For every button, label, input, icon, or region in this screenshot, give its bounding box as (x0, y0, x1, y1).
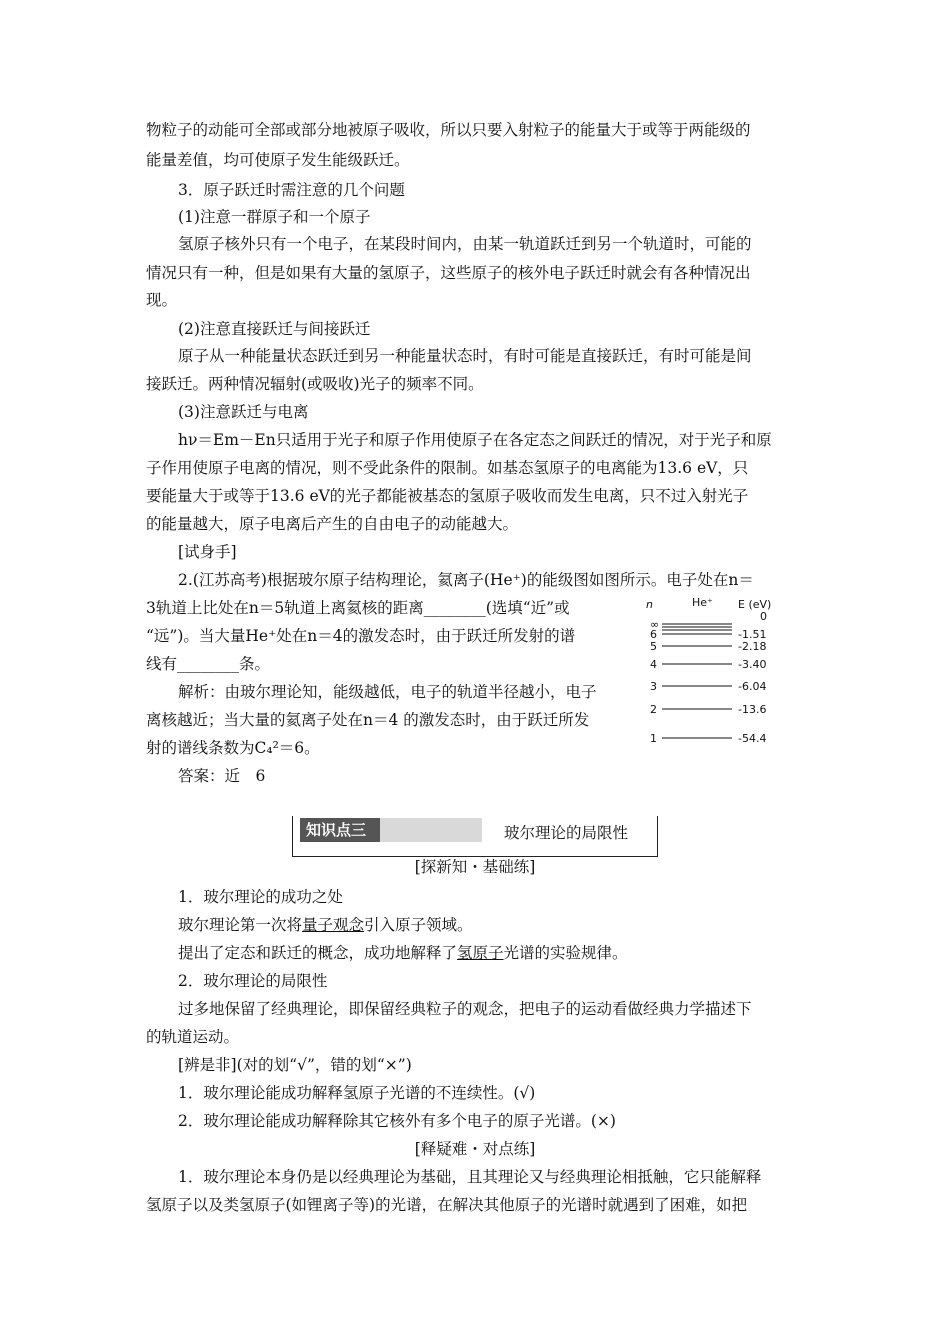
level-energy-label: -6.04 (738, 680, 767, 693)
analysis-line: 射的谱线条数为C₄²＝6。 (146, 739, 320, 757)
diagram-title: He⁺ (692, 596, 713, 609)
underlined-term: 量子观念 (302, 916, 365, 934)
section-heading: 3．原子跃迁时需注意的几个问题 (178, 181, 405, 199)
text-line: 过多地保留了经典理论，即保留经典粒子的观念，把电子的运动看做经典力学描述下 (178, 1000, 752, 1018)
sub-heading: (2)注意直接跃迁与间接跃迁 (178, 320, 371, 338)
text-line: 1．玻尔理论本身仍是以经典理论为基础，且其理论又与经典理论相抵触，它只能解释 (178, 1168, 762, 1186)
text-segment: 光谱的实验规律。 (503, 944, 628, 962)
level-n-label: 4 (650, 658, 657, 671)
levels-group (650, 610, 767, 745)
level-energy-label: -3.40 (738, 658, 767, 671)
text-line (178, 943, 628, 963)
text-line: 氢原子以及类氢原子(如锂离子等)的光谱，在解决其他原子的光谱时就遇到了困难，如把 (146, 1196, 748, 1214)
text-line: 原子从一种能量状态跃迁到另一种能量状态时，有时可能是直接跃迁，有时可能是间 (178, 347, 752, 365)
text-segment: 玻尔理论第一次将 (178, 916, 303, 934)
text-line: 能量差值，均可使原子发生能级跃迁。 (146, 151, 410, 169)
section-tag: [释疑难・对点练] (414, 1140, 536, 1158)
section-tag: [试身手] (178, 543, 237, 561)
text-line: 的轨道运动。 (146, 1028, 240, 1046)
text-line: 现。 (146, 291, 178, 309)
question-line: 线有________条。 (146, 655, 271, 673)
statement-line: 2．玻尔理论能成功解释除其它核外有多个电子的原子光谱。(×) (178, 1112, 616, 1130)
knowledge-point-badge: 知识点三 (300, 818, 482, 842)
level-n-label: 3 (650, 680, 657, 693)
energy-axis-label: E (eV) (738, 598, 772, 611)
level-n-label: 1 (650, 732, 657, 745)
level-n-label: 2 (650, 703, 657, 716)
level-n-label: 6 (650, 628, 657, 641)
section-tag: [探新知・基础练] (414, 858, 536, 876)
text-line: 接跃迁。两种情况辐射(或吸收)光子的频率不同。 (146, 375, 484, 393)
badge-decoration (380, 818, 482, 842)
answer-line: 答案：近 6 (178, 767, 266, 785)
level-n-label: ∞ (650, 618, 660, 631)
question-line: 3轨道上比处在n＝5轨道上离氦核的距离________(选填“近”或 (146, 599, 570, 617)
text-line (178, 915, 473, 935)
sub-heading: (3)注意跃迁与电离 (178, 403, 309, 421)
text-line: 物粒子的动能可全部或部分地被原子吸收，所以只要入射粒子的能量大于或等于两能级的 (146, 121, 751, 139)
statement-line: 1．玻尔理论能成功解释氢原子光谱的不连续性。(√) (178, 1084, 536, 1102)
section-tag: [辨是非](对的划“√”，错的划“×”) (178, 1056, 412, 1074)
level-energy-label: -2.18 (738, 640, 767, 653)
energy-level-diagram (640, 594, 800, 754)
text-segment: 提出了定态和跃迁的概念，成功地解释了 (178, 944, 458, 962)
formula-line: hν＝Em－En只适用于光子和原子作用使原子在各定态之间跃迁的情况，对于光子和原 (178, 431, 772, 449)
n-axis-label: n (646, 598, 653, 611)
question-line: “远”)。当大量He⁺处在n＝4的激发态时，由于跃迁所发射的谱 (146, 627, 576, 645)
underlined-term: 氢原子 (457, 944, 504, 962)
level-energy-label: -1.51 (738, 628, 767, 641)
section-heading: 1．玻尔理论的成功之处 (178, 888, 343, 906)
level-energy-label: 0 (760, 610, 767, 623)
level-energy-label: -13.6 (738, 703, 767, 716)
text-line: 要能量大于或等于13.6 eV的光子都能被基态的氢原子吸收而发生电离，只不过入射光子 (146, 487, 749, 505)
text-segment: 引入原子领域。 (364, 916, 473, 934)
sub-heading: (1)注意一群原子和一个原子 (178, 208, 371, 226)
level-n-label: 5 (650, 640, 657, 653)
section-heading: 2．玻尔理论的局限性 (178, 972, 328, 990)
analysis-line: 离核越近；当大量的氦离子处在n＝4 的激发态时，由于跃迁所发 (146, 711, 590, 729)
knowledge-point-title: 玻尔理论的局限性 (504, 824, 629, 842)
text-line: 氢原子核外只有一个电子，在某段时间内，由某一轨道跃迁到另一个轨道时，可能的 (178, 235, 752, 253)
text-line: 情况只有一种，但是如果有大量的氢原子，这些原子的核外电子跃迁时就会有各种情况出 (146, 264, 751, 282)
analysis-line: 解析：由玻尔理论知，能级越低，电子的轨道半径越小，电子 (178, 683, 597, 701)
level-energy-label: -54.4 (738, 732, 767, 745)
text-line: 的能量越大，原子电离后产生的自由电子的动能越大。 (146, 515, 519, 533)
text-line: 子作用使原子电离的情况，则不受此条件的限制。如基态氢原子的电离能为13.6 eV，只 (146, 459, 749, 477)
question-line: 2.(江苏高考)根据玻尔原子结构理论，氦离子(He⁺)的能级图如图所示。电子处在n＝ (178, 571, 754, 589)
